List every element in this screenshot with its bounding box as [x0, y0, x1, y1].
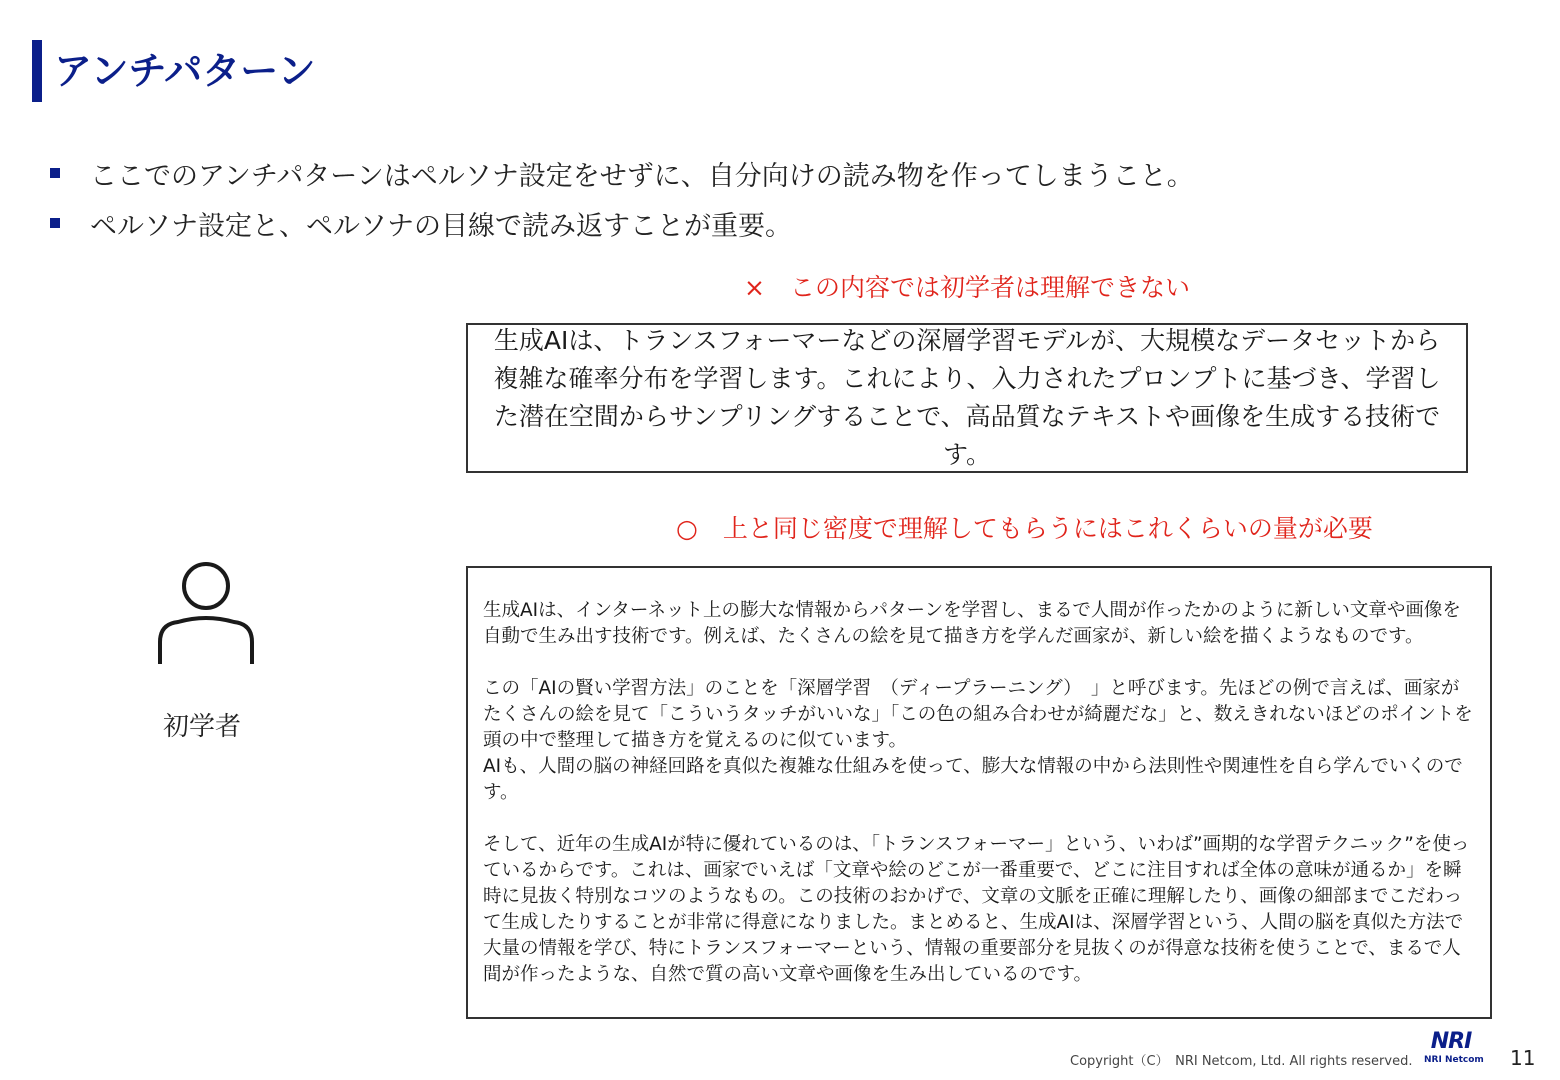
good-example-paragraph: 生成AIは、インターネット上の膨大な情報からパターンを学習し、まるで人間が作ったかのように新しい文章や画像を自動で生み出す技術です。例えば、たくさんの絵を見て描き方を学んだ画家が、新しい絵を描くようなものです。	[483, 600, 1461, 647]
bullet-text: ペルソナ設定と、ペルソナの目線で読み返すことが重要。	[90, 210, 792, 242]
page-number: 11	[1510, 1046, 1536, 1070]
persona-label: 初学者	[163, 712, 242, 742]
person-icon	[156, 560, 256, 670]
good-example-caption: ○ 上と同じ密度で理解してもらうにはこれくらいの量が必要	[676, 514, 1373, 543]
square-bullet-icon	[50, 168, 60, 178]
square-bullet-icon	[50, 218, 60, 228]
good-example-paragraph: そして、近年の生成AIが特に優れているのは、「トランスフォーマー」という、いわば”画期的な学習テクニック”を使っているからです。これは、画家でいえば「文章や絵のどこが一番重要で、どこに注目すれば全体の意味が通るか」を瞬時に見抜く特別なコツのようなもの。この技術のおかげで、文章の文脈を正確に理解したり、画像の細部までこだわって生成したりすることが非常に得意になりました。まとめると、生成AIは、深層学習という、人間の脳を真似た方法で大量の情報を学び、特にトランスフォーマーという、情報の重要部分を見抜くのが得意な技術を使うことで、まるで人間が作ったような、自然で質の高い文章や画像を生み出しているのです。	[483, 834, 1470, 985]
copyright-text: Copyright（C） NRI Netcom, Ltd. All rights reserved.	[1070, 1054, 1413, 1069]
nri-logo	[1424, 1029, 1484, 1072]
title-accent-bar	[32, 40, 42, 102]
slide-title: アンチパターン	[54, 49, 316, 93]
bullet-item	[48, 198, 1194, 248]
bad-example-text: 生成AIは、トランスフォーマーなどの深層学習モデルが、大規模なデータセットから複雑な確率分布を学習します。これにより、入力されたプロンプトに基づき、学習した潜在空間からサンプリングすることで、高品質なテキストや画像を生成する技術です。	[493, 326, 1441, 469]
bad-example-caption: × この内容では初学者は理解できない	[744, 273, 1190, 302]
logo-subtext: NRI Netcom	[1424, 1055, 1484, 1065]
bad-example-box	[466, 323, 1468, 473]
good-example-paragraph: この「AIの賢い学習方法」のことを「深層学習 （ディープラーニング） 」と呼びます。先ほどの例で言えば、画家がたくさんの絵を見て「こういうタッチがいいな」「この色の組み合わせが綺麗だな」と、数えきれないほどのポイントを頭の中で整理して描き方を覚えるのに似ています。 AIも、人間の脳の神経回路を真似た複雑な仕組みを使って、膨大な情報の中から法則性や関連性を自ら学んでいくのです。	[483, 678, 1473, 803]
bullet-list	[48, 148, 1194, 248]
logo-mark: NRI	[1430, 1029, 1472, 1054]
good-example-box	[466, 566, 1492, 1019]
bullet-item	[48, 148, 1194, 198]
bullet-text: ここでのアンチパターンはペルソナ設定をせずに、自分向けの読み物を作ってしまうこと。	[90, 160, 1194, 192]
